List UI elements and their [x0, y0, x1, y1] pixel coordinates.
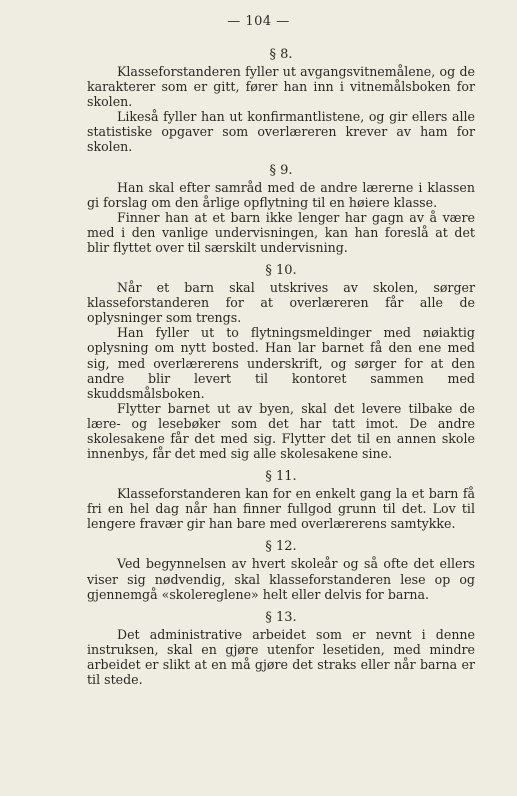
- paragraph: Flytter barnet ut av byen, skal det levere tilbake de lære- og lesebøker som det har tatt imot. De andre skolesakene får det med sig. Flytter det til en annen skole innenbys, får det med sig alle skolesakene sine.: [87, 400, 475, 462]
- section-8: [87, 47, 475, 155]
- section-13: [87, 610, 475, 687]
- section-10: [87, 263, 475, 461]
- paragraph: Ved begynnelsen av hvert skoleår og så ofte det ellers viser sig nødvendig, skal klasseforstanderen lese op og gjennemgå «skolereglene» helt eller delvis for barna.: [87, 556, 475, 602]
- paragraph: Han skal efter samråd med de andre lærerne i klassen gi forslag om den årlige opflytning til en høiere klasse.: [87, 179, 475, 210]
- section-heading: § 13.: [265, 609, 297, 625]
- section-heading: § 8.: [269, 47, 293, 62]
- paragraph: Likeså fyller han ut konfirmantlistene, og gir ellers alle statistiske opgaver som overlæreren krever av ham for skolen.: [87, 109, 475, 155]
- section-9: [87, 163, 475, 255]
- paragraph: Finner han at et barn ikke lenger har gagn av å være med i den vanlige undervisningen, kan han foreslå at det blir flyttet over til særskilt undervisning.: [87, 209, 475, 255]
- paragraph: Når et barn skal utskrives av skolen, sørger klasseforstanderen for at overlæreren får alle de oplysninger som trengs.: [87, 280, 475, 326]
- paragraph: Han fyller ut to flytningsmeldinger med nøiaktig oplysning om nytt bosted. Han lar barnet få den ene med sig, med overlærerens underskrift, og sørger for at den andre blir levert til kontoret sammen med skuddsmålsboken.: [87, 325, 475, 401]
- paragraph: Klasseforstanderen fyller ut avgangsvitnemålene, og de karakterer som er gitt, fører han inn i vitnemålsboken for skolen.: [87, 64, 475, 110]
- section-heading: § 12.: [265, 539, 297, 555]
- section-heading: § 9.: [269, 162, 293, 178]
- section-heading: § 10.: [265, 263, 297, 279]
- paragraph: Det administrative arbeidet som er nevnt i denne instruksen, skal en gjøre utenfor lesetiden, med mindre arbeidet er slikt at en må gjøre det straks eller når barna er til stede.: [87, 626, 475, 687]
- section-11: [87, 469, 475, 531]
- paragraph: Klasseforstanderen kan for en enkelt gang la et barn få fri en hel dag når han finner fullgod grunn til det. Lov til lengere fravær gir han bare med overlærerens samtykke.: [87, 486, 475, 532]
- section-heading: § 11.: [265, 469, 297, 485]
- page-number: — 104 —: [227, 14, 290, 29]
- section-12: [87, 539, 475, 601]
